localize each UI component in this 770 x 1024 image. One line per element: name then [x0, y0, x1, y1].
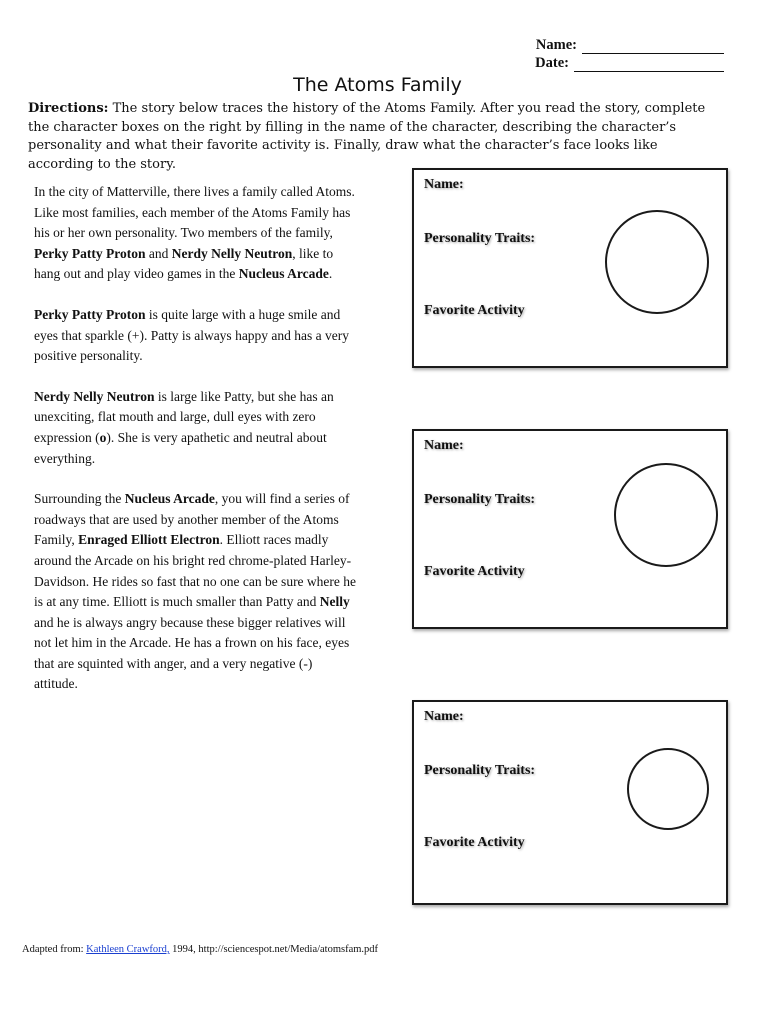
story-text-run: , you will find a series of roadways that are used by another member of the Atoms Family,	[34, 491, 350, 548]
page-title: The Atoms Family	[293, 74, 462, 96]
story-bold-run: Nerdy Nelly Neutron	[171, 245, 293, 261]
story-bold-run: Nucleus Arcade	[124, 491, 215, 507]
story-paragraph-1	[34, 182, 359, 285]
story-bold-run: Nucleus Arcade	[238, 266, 329, 282]
date-field-row	[535, 54, 724, 72]
story-bold-run: Nerdy Nelly Neutron	[34, 388, 155, 404]
face-drawing-circle[interactable]	[614, 463, 718, 567]
directions	[28, 100, 718, 174]
story-bold-run: Perky Patty Proton	[34, 306, 146, 322]
box-traits-label: Personality Traits:	[424, 492, 536, 507]
story-bold-run: o	[99, 429, 107, 445]
author-link[interactable]: Kathleen Crawford,	[86, 944, 170, 955]
story-text-run: is quite large with a huge smile and eyes that sparkle (+). Patty is always happy and has a very positive personality.	[34, 306, 350, 364]
character-box-3[interactable]	[412, 700, 728, 905]
name-field-row	[535, 36, 724, 54]
story-paragraph-2	[34, 305, 359, 367]
citation-prefix: Adapted from:	[22, 944, 87, 955]
story-text-run: Surrounding the	[34, 491, 125, 507]
story-paragraph-4	[34, 489, 359, 695]
citation-suffix: 1994, http://sciencespot.net/Media/atomsfam.pdf	[169, 944, 379, 955]
box-activity-label: Favorite Activity	[424, 303, 525, 318]
story-bold-run: Perky Patty Proton	[34, 245, 146, 261]
story-text	[34, 182, 359, 715]
citation-footer	[22, 944, 378, 955]
story-bold-run: Enraged Elliott Electron	[78, 532, 220, 548]
box-traits-label: Personality Traits:	[424, 763, 536, 778]
box-name-label: Name:	[424, 177, 464, 192]
character-box-2[interactable]	[412, 429, 728, 629]
box-activity-label: Favorite Activity	[424, 564, 525, 579]
directions-text: The story below traces the history of the Atoms Family. After you read the story, complete the character boxes on the right by filling in the name of the character, describing the character’s personality and what their favorite activity is. Finally, draw what the character’s face looks like according to the story.	[28, 101, 706, 172]
story-text-run: ). She is very apathetic and neutral about everything.	[34, 429, 327, 466]
box-name-label: Name:	[424, 438, 464, 453]
header-fields	[535, 36, 724, 72]
story-text-run: . Elliott races madly around the Arcade on his bright red chrome-plated Harley-Davidson. He rides so fast that no one can be sure where he is at any time. Elliott is much smaller than Patty and	[34, 532, 357, 610]
box-traits-label: Personality Traits:	[424, 231, 536, 246]
box-activity-label: Favorite Activity	[424, 835, 525, 850]
story-text-run: , like to hang out and play video games in the	[34, 245, 334, 282]
date-label: Date:	[535, 55, 569, 71]
story-bold-run: Nelly	[319, 594, 350, 610]
story-text-run: is large like Patty, but she has an unexciting, flat mouth and large, dull eyes with zero expression (	[34, 388, 334, 445]
story-paragraph-3	[34, 387, 359, 469]
box-name-label: Name:	[424, 709, 464, 724]
story-text-run: .	[328, 266, 333, 282]
story-text-run: and	[145, 245, 172, 261]
face-drawing-circle[interactable]	[605, 210, 709, 314]
story-text-run: and he is always angry because these bigger relatives will not let him in the Arcade. He has a frown on his face, eyes that are squinted with anger, and a very negative (-) attitude.	[34, 614, 350, 692]
story-text-run: In the city of Matterville, there lives a family called Atoms. Like most families, each member of the Atoms Family has his or her own personality. Two members of the family,	[34, 184, 355, 241]
date-blank-line[interactable]	[574, 57, 724, 72]
directions-label: Directions:	[28, 101, 109, 116]
name-label: Name:	[535, 37, 577, 53]
name-blank-line[interactable]	[582, 39, 724, 54]
face-drawing-circle[interactable]	[627, 748, 709, 830]
character-box-1[interactable]	[412, 168, 728, 368]
